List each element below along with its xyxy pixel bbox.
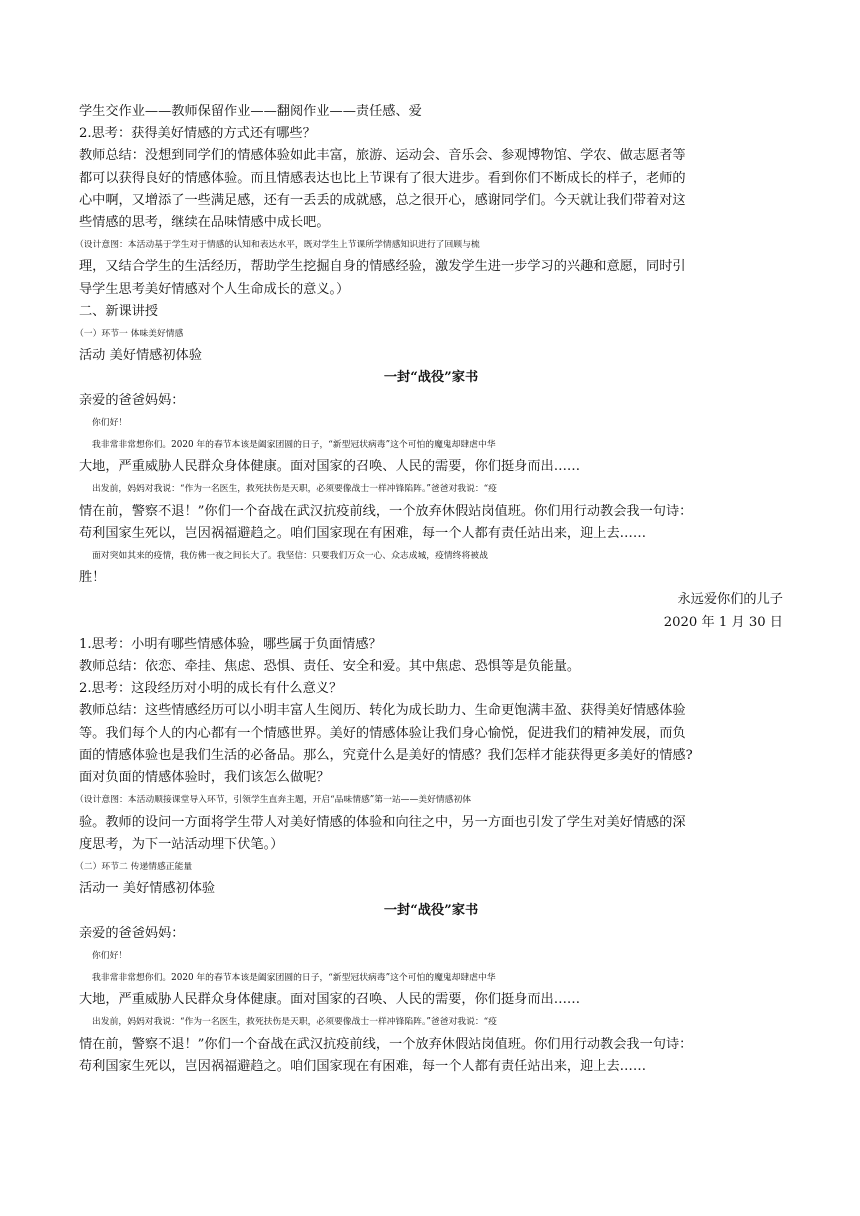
teacher-summary-line: 教师总结：没想到同学们的情感体验如此丰富，旅游、运动会、音乐会、参观博物馆、学农、做志愿者等 [79,148,686,164]
text-line: 等。我们每个人的内心都有一个情感世界。美好的情感体验让我们身心愉悦，促进我们的精神发展，而负 [79,725,686,741]
subsection-heading: （一）环节一 体味美好情感 [75,329,184,340]
text-line: 度思考，为下一站活动埋下伏笔。） [79,836,284,852]
teacher-summary-line: 教师总结：这些情感经历可以小明丰富人生阅历、转化为成长助力、生命更饱满丰盈、获得美好情感体验 [79,703,686,719]
letter-line: 出发前，妈妈对我说：“作为一名医生，救死扶伤是天职，必须要像战士一样冲锋陷阵。”爸爸对我说：“疫 [92,1017,497,1028]
activity-heading: 活动一 美好情感初体验 [79,881,216,897]
text-line: 心中啊，又增添了一些满足感，还有一丢丢的成就感，总之很开心，感谢同学们。今天就让我们带着对这 [79,192,686,208]
letter-line: 大地，严重威胁人民群众身体健康。面对国家的召唤、人民的需要，你们挺身而出…… [79,459,581,475]
letter-greeting: 你们好！ [92,950,128,961]
letter-line: 大地，严重威胁人民群众身体健康。面对国家的召唤、人民的需要，你们挺身而出…… [79,992,581,1008]
letter-line: 胜！ [79,570,106,586]
letter-line: 苟利国家生死以，岂因祸福避趋之。咱们国家现在有困难，每一个人都有责任站出来，迎上去…… [79,1058,647,1074]
document-page [75,101,783,1078]
letter-line: 情在前，警察不退！”你们一个奋战在武汉抗疫前线，一个放弃休假站岗值班。你们用行动教会我一句诗： [79,503,693,519]
design-intent-line: （设计意图：本活动顺接课堂导入环节，引领学生直奔主题，开启“品味情感”第一站——美好情感初体 [75,795,472,806]
design-intent-line: （设计意图：本活动基于学生对于情感的认知和表达水平，既对学生上节课所学情感知识进行了回顾与梳 [75,240,480,251]
text-line: 面对负面的情感体验时，我们该怎么做呢？ [79,770,330,786]
subsection-heading: （二）环节二 传递情感正能量 [75,861,193,872]
teacher-summary-line: 教师总结：依恋、牵挂、焦虑、恐惧、责任、安全和爱。其中焦虑、恐惧等是负能量。 [79,659,581,675]
question-line: 2.思考：这段经历对小明的成长有什么意义？ [79,681,343,697]
section-heading: 二、新课讲授 [79,303,159,319]
letter-salutation: 亲爱的爸爸妈妈： [79,925,185,941]
text-line: 面的情感体验也是我们生活的必备品。那么，究竟什么是美好的情感？我们怎样才能获得更多美好的情感? [79,747,693,763]
activity-heading: 活动 美好情感初体验 [79,348,202,364]
text-line: 导学生思考美好情感对个人生命成长的意义。） [79,281,350,297]
text-line: 验。教师的设问一方面将学生带人对美好情感的体验和向往之中，另一方面也引发了学生对美好情感的深 [79,814,686,830]
letter-date: 2020 年 1 月 30 日 [663,614,783,630]
letter-line: 苟利国家生死以，岂因祸福避趋之。咱们国家现在有困难，每一个人都有责任站出来，迎上去…… [79,525,647,541]
letter-greeting: 你们好！ [92,417,128,428]
question-line: 2.思考：获得美好情感的方式还有哪些？ [79,126,316,142]
letter-line: 我非常非常想你们。2020 年的春节本该是阖家团圆的日子，“新型冠状病毒”这个可怕的魔鬼却肆虐中华 [92,972,496,983]
letter-line: 出发前，妈妈对我说：“作为一名医生，救死扶伤是天职，必须要像战士一样冲锋陷阵。”爸爸对我说：“疫 [92,484,497,495]
text-line: 都可以获得良好的情感体验。而且情感表达也比上节课有了很大进步。看到你们不断成长的样子，老师的 [79,170,686,186]
letter-signature: 永远爱你们的儿子 [677,592,783,608]
letter-salutation: 亲爱的爸爸妈妈： [79,392,185,408]
question-line: 1.思考：小明有哪些情感体验，哪些属于负面情感？ [79,636,382,652]
letter-line: 面对突如其来的疫情，我仿佛一夜之间长大了。我坚信：只要我们万众一心、众志成城，疫情终将被战 [92,551,488,562]
text-line: 学生交作业——教师保留作业——翻阅作业——责任感、爱 [79,104,422,119]
letter-line: 我非常非常想你们。2020 年的春节本该是阖家团圆的日子，“新型冠状病毒”这个可怕的魔鬼却肆虐中华 [92,440,496,451]
letter-title: 一封“战役”家书 [383,903,479,919]
text-line: 些情感的思考，继续在品味情感中成长吧。 [79,215,330,231]
letter-line: 情在前，警察不退！”你们一个奋战在武汉抗疫前线，一个放弃休假站岗值班。你们用行动教会我一句诗： [79,1036,693,1052]
letter-title: 一封“战役”家书 [383,370,479,386]
text-line: 理，又结合学生的生活经历，帮助学生挖掘自身的情感经验，激发学生进一步学习的兴趣和意愿，同时引 [79,259,686,275]
